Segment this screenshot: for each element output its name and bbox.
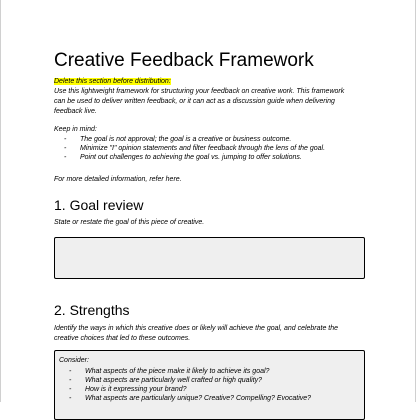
intro-line: feedback live. — [54, 108, 97, 115]
list-item: - How is it expressing your brand? — [69, 386, 187, 393]
bullet-dash-icon: - — [69, 377, 72, 384]
description-line: creative choices that led to these outcomes. — [54, 335, 191, 342]
bullet-dash-icon: - — [69, 395, 72, 402]
section-heading-strengths: 2. Strengths — [54, 302, 130, 318]
goal-review-input-box[interactable] — [54, 237, 365, 279]
bullet-dash-icon: - — [69, 368, 72, 375]
list-item: - What aspects of the piece make it likely to achieve its goal? — [69, 368, 270, 375]
list-item: - The goal is not approval; the goal is a creative or business outcome. — [64, 136, 292, 143]
section-heading-goal-review: 1. Goal review — [54, 197, 144, 213]
keep-in-mind-label: Keep in mind: — [54, 126, 97, 133]
intro-line: Use this lightweight framework for structuring your feedback on creative work. This framework — [54, 88, 345, 95]
intro-block — [54, 77, 372, 117]
intro-line: can be used to deliver written feedback, or it can act as a discussion guide when delivering — [54, 98, 335, 105]
description-line: Identify the ways in which this creative does or likely will achieve the goal, and celebrate the — [54, 325, 339, 332]
delete-notice-highlight: Delete this section before distribution: — [54, 78, 171, 85]
keep-in-mind-list — [54, 135, 372, 162]
list-item: - Point out challenges to achieving the goal vs. jumping to offer solutions. — [64, 154, 302, 161]
list-item: - What aspects are particularly well crafted or high quality? — [69, 377, 263, 384]
list-item: - Minimize "I" opinion statements and filter feedback through the lens of the goal. — [64, 145, 326, 152]
more-info-link-text[interactable]: For more detailed information, refer here. — [54, 176, 182, 183]
bullet-dash-icon: - — [64, 145, 67, 152]
document-title: Creative Feedback Framework — [54, 50, 314, 71]
bullet-dash-icon: - — [69, 386, 72, 393]
list-item: - What aspects are particularly unique? Creative? Compelling? Evocative? — [69, 395, 312, 402]
bullet-dash-icon: - — [64, 154, 67, 161]
goal-review-description: State or restate the goal of this piece of creative. — [54, 219, 205, 226]
strengths-consider-box[interactable] — [54, 350, 365, 420]
strengths-description — [54, 324, 372, 344]
consider-label: Consider: — [59, 357, 89, 364]
bullet-dash-icon: - — [64, 136, 67, 143]
